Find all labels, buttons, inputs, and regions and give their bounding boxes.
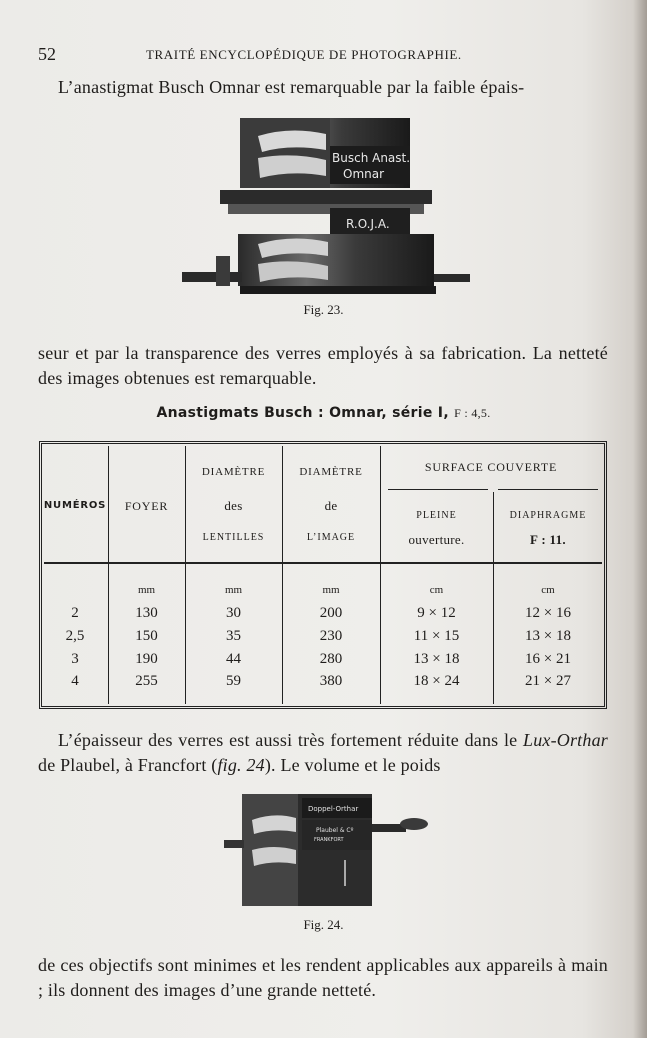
- table-cell: 44: [226, 651, 241, 667]
- header-numeros: NUMÉROS: [43, 500, 107, 511]
- unit-diam-image: mm: [322, 584, 340, 596]
- header-diam-image-line2: de: [324, 498, 338, 513]
- table-cell: 9 × 12: [417, 605, 456, 621]
- unit-diam-lentilles: mm: [224, 584, 243, 596]
- paragraph-transparency-text: seur et par la transparence des verres employés à sa fabrication. La netteté des images obtenues est remarquable.: [38, 343, 608, 388]
- table-cell: 255: [135, 673, 158, 689]
- table-cell: 30: [226, 605, 241, 621]
- table-title-main: Anastigmats Busch : Omnar, série I,: [156, 405, 449, 421]
- table-title: [0, 405, 647, 421]
- paragraph-lux-orthar-part-c: de Plaubel, à Francfort (: [38, 755, 218, 775]
- figure-24-lens-illustration: [222, 790, 432, 912]
- table-cell: 2: [71, 605, 79, 621]
- fig24-engraving-2: Plaubel & Cº: [316, 827, 354, 834]
- page-number: 52: [38, 44, 56, 64]
- table-cell: 280: [319, 651, 343, 667]
- paragraph-lux-orthar: [38, 728, 608, 778]
- paragraph-lux-orthar-part-e: ). Le volume et le poids: [264, 755, 441, 775]
- fig23-engraving-1: Busch Anast.: [332, 151, 411, 165]
- table-cell: 200: [319, 605, 343, 621]
- table-cell: 59: [226, 673, 241, 689]
- header-diam-lentilles-line2: des: [224, 498, 243, 513]
- header-diaphragme-line1: DIAPHRAGME: [509, 510, 587, 521]
- table-cell: 13 × 18: [525, 628, 571, 644]
- header-diam-lentilles-line3: LENTILLES: [202, 532, 265, 543]
- header-diam-lentilles-line1: DIAMÈTRE: [201, 466, 266, 478]
- paragraph-intro-text: L’anastigmat Busch Omnar est remarquable par la faible épais-: [58, 77, 525, 97]
- fig24-engraving-3: FRANKFORT: [314, 837, 344, 843]
- table-cell: 4: [71, 673, 79, 689]
- header-diam-image-line3: L’IMAGE: [306, 532, 356, 543]
- table-cell: 3: [71, 651, 79, 667]
- unit-foyer: mm: [137, 584, 156, 596]
- table-cell: 150: [135, 628, 158, 644]
- table-cell: 16 × 21: [525, 651, 571, 667]
- lux-orthar-italic: Lux-Orthar: [522, 730, 608, 750]
- table-cell: 21 × 27: [525, 673, 571, 689]
- fig-24-reference: fig. 24: [217, 755, 265, 775]
- unit-pleine: cm: [429, 584, 444, 596]
- fig23-engraving-2: Omnar: [343, 167, 385, 181]
- header-pleine-line1: PLEINE: [416, 510, 457, 521]
- figure-23-lens-illustration: [180, 116, 472, 298]
- header-foyer: FOYER: [124, 499, 169, 513]
- table-cell: 11 × 15: [413, 628, 460, 644]
- table-cell: 190: [135, 651, 158, 667]
- running-title: TRAITÉ ENCYCLOPÉDIQUE DE PHOTOGRAPHIE.: [146, 47, 462, 62]
- header-diaphragme-line2: F : 11.: [530, 532, 566, 547]
- table-cell: 18 × 24: [413, 673, 460, 689]
- fig23-engraving-3: R.O.J.A.: [346, 217, 390, 231]
- table-cell: 2,5: [65, 628, 85, 644]
- unit-diaphragme: cm: [541, 584, 555, 596]
- table-cell: 12 × 16: [525, 605, 571, 621]
- fig24-engraving-1: Doppel-Orthar: [308, 805, 359, 813]
- header-diam-image-line1: DIAMÈTRE: [299, 466, 363, 478]
- table-cell: 13 × 18: [413, 651, 460, 667]
- table-cell: 230: [319, 628, 343, 644]
- paragraph-conclusion-text: de ces objectifs sont minimes et les rendent applicables aux appareils à main ; ils donnent des images d’une grande netteté.: [38, 955, 608, 1000]
- lens-specifications-table: [39, 441, 607, 709]
- paragraph-conclusion: [38, 953, 608, 1003]
- table-title-aperture: F : 4,5.: [454, 406, 491, 420]
- paragraph-transparency: [38, 341, 608, 391]
- table-cell: 380: [319, 673, 343, 689]
- header-pleine-line2: ouverture.: [408, 532, 465, 547]
- table-cell: 130: [135, 605, 158, 621]
- header-surface-couverte: SURFACE COUVERTE: [424, 460, 558, 474]
- figure-23-caption: Fig. 23.: [303, 302, 344, 317]
- table-cell: 35: [226, 628, 241, 644]
- page-header: [38, 44, 615, 66]
- figure-24-caption: Fig. 24.: [303, 917, 344, 932]
- paragraph-lux-orthar-part-a: L’épaisseur des verres est aussi très fortement réduite dans le: [58, 730, 523, 750]
- paragraph-intro: [38, 75, 608, 100]
